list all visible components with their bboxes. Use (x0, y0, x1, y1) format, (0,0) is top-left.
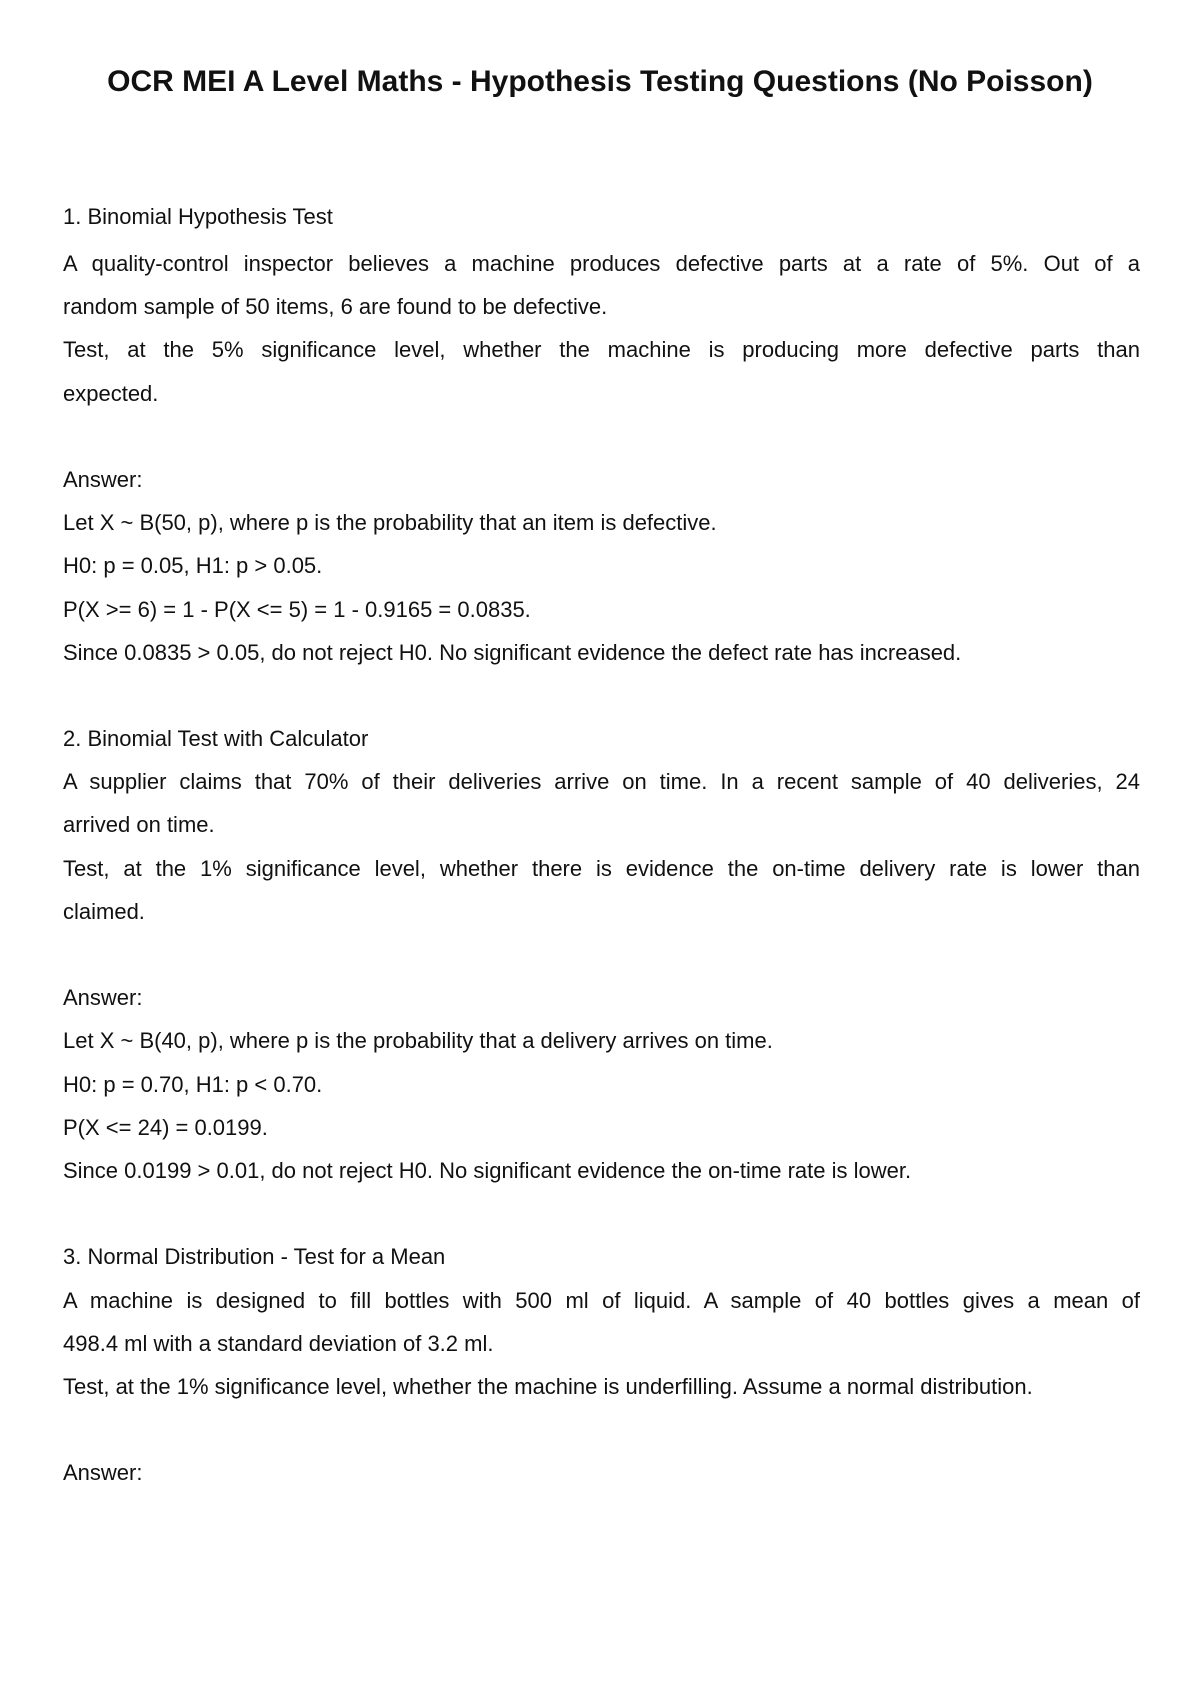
question-2-text-line: Test, at the 1% significance level, whether there is evidence the on-time delivery rate is lower than (63, 856, 1140, 881)
question-2-answer-line: Let X ~ B(40, p), where p is the probability that a delivery arrives on time. (63, 1028, 773, 1053)
document-title: OCR MEI A Level Maths - Hypothesis Testing Questions (No Poisson) (107, 65, 1093, 98)
question-2-text-line: claimed. (63, 899, 145, 924)
question-3-text-line: 498.4 ml with a standard deviation of 3.2 ml. (63, 1331, 494, 1356)
question-2-answer-label: Answer: (63, 985, 143, 1010)
question-1-text-line: random sample of 50 items, 6 are found to be defective. (63, 294, 608, 319)
question-2-heading: 2. Binomial Test with Calculator (63, 726, 369, 751)
question-2-text-line: arrived on time. (63, 812, 215, 837)
question-2-answer-line: Since 0.0199 > 0.01, do not reject H0. No significant evidence the on-time rate is lower. (63, 1158, 912, 1183)
question-3-text-line: A machine is designed to fill bottles with 500 ml of liquid. A sample of 40 bottles gives a mean of (63, 1288, 1140, 1313)
question-2-answer-line: P(X <= 24) = 0.0199. (63, 1115, 268, 1140)
question-1-answer-line: Let X ~ B(50, p), where p is the probability that an item is defective. (63, 510, 717, 535)
question-1-text-line: expected. (63, 381, 159, 406)
question-1-answer-line: H0: p = 0.05, H1: p > 0.05. (63, 553, 323, 578)
question-3-text-line: Test, at the 1% significance level, whether the machine is underfilling. Assume a normal distribution. (63, 1374, 1033, 1399)
question-1-answer-line: P(X >= 6) = 1 - P(X <= 5) = 1 - 0.9165 = 0.0835. (63, 597, 531, 622)
question-1-answer-label: Answer: (63, 467, 143, 492)
question-3-answer-label: Answer: (63, 1460, 143, 1485)
question-1-text-line: Test, at the 5% significance level, whether the machine is producing more defective parts than (63, 337, 1140, 362)
question-3-heading: 3. Normal Distribution - Test for a Mean (63, 1244, 446, 1269)
question-1-text-line: A quality-control inspector believes a machine produces defective parts at a rate of 5%. Out of a (63, 251, 1140, 276)
question-1-heading: 1. Binomial Hypothesis Test (63, 204, 333, 229)
question-2-text-line: A supplier claims that 70% of their deliveries arrive on time. In a recent sample of 40 deliveries, 24 (63, 769, 1140, 794)
question-1-answer-line: Since 0.0835 > 0.05, do not reject H0. No significant evidence the defect rate has increased. (63, 640, 962, 665)
question-2-answer-line: H0: p = 0.70, H1: p < 0.70. (63, 1072, 323, 1097)
